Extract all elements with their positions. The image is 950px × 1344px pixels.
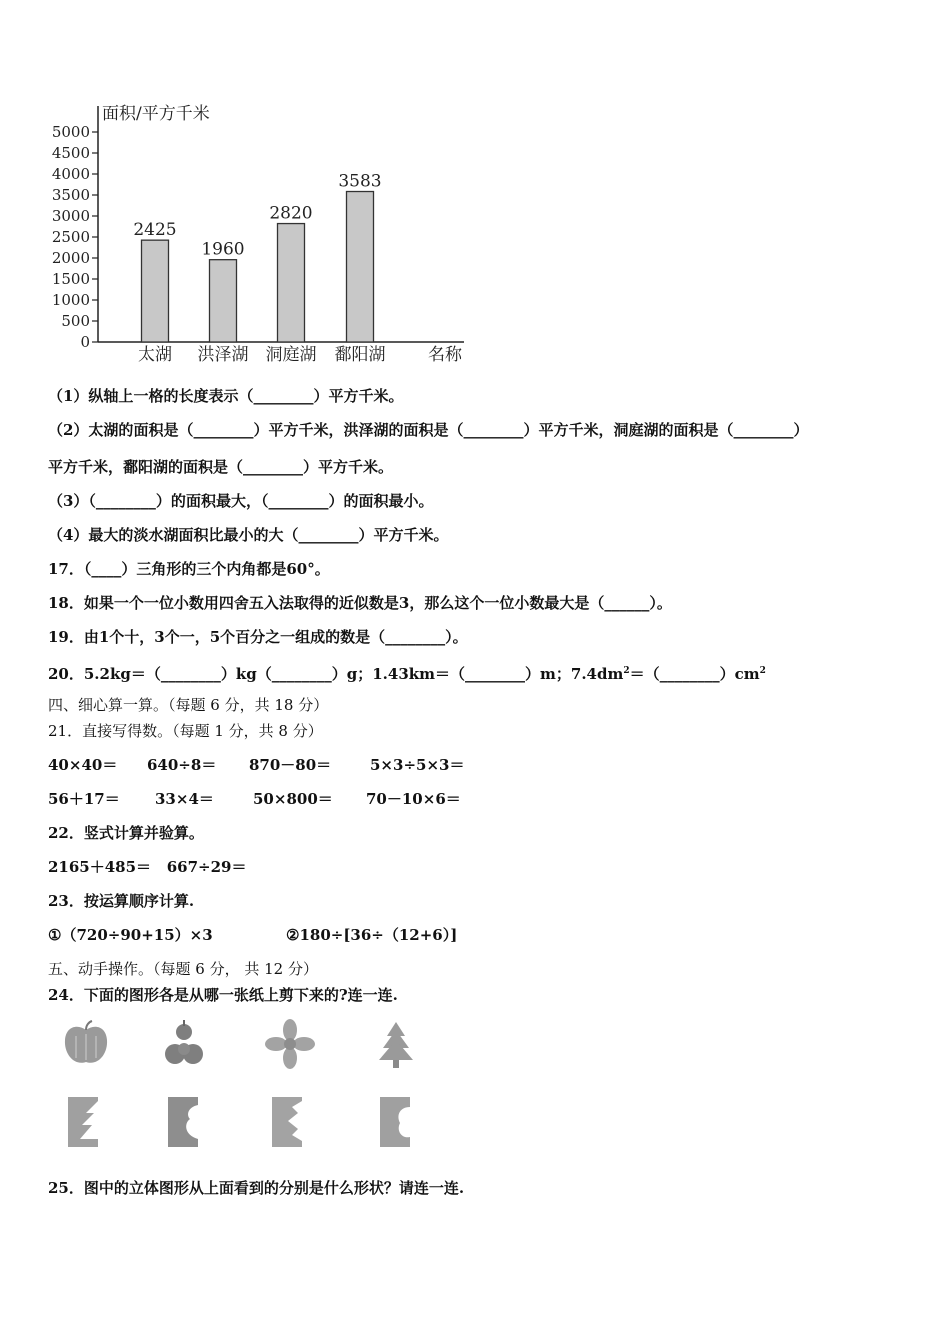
q21-r2-c1: 56＋17＝: [48, 790, 120, 808]
q16-part1: （1）纵轴上一格的长度表示（________）平方千米。: [48, 387, 404, 405]
y-tick-label: 1500: [51, 270, 90, 288]
apple-shape-icon: [58, 1016, 114, 1072]
y-tick-label: 2500: [51, 228, 90, 246]
q16-part2-line2: 平方千米，鄱阳湖的面积是（________）平方千米。: [48, 458, 394, 476]
question-23-b: ②180÷[36÷（12+6）]: [286, 926, 458, 944]
q16-part2-line1: （2）太湖的面积是（________）平方千米，洪泽湖的面积是（________）平方千米，洞庭湖的面积是（________）: [48, 421, 809, 439]
paper-with-tree-cut-icon: [58, 1093, 114, 1149]
paper-with-apple-cut-icon: [368, 1093, 424, 1149]
x-axis-label: 名称: [428, 345, 462, 365]
question-22-title: 22．竖式计算并验算。: [48, 824, 204, 842]
category-label: 洪泽湖: [197, 345, 249, 365]
question-19: 19．由1个十，3个一，5个百分之一组成的数是（________）。: [48, 628, 468, 646]
q20-main: 20．5.2kg＝（________）kg（________）g；1.43km＝（________）m；7.4dm: [48, 665, 624, 683]
q16-part3: （3）（________）的面积最大，（________）的面积最小。: [48, 492, 434, 510]
q21-r2-c3: 50×800＝: [253, 790, 333, 808]
q21-r1-c1: 40×40＝: [48, 756, 118, 774]
y-tick-label: 4000: [51, 165, 90, 183]
section-5-heading: 五、动手操作。（每题 6 分， 共 12 分）: [48, 960, 318, 978]
y-tick-label: 0: [80, 333, 90, 351]
bars: [133, 172, 385, 365]
paper-with-flower-cut-icon: [262, 1093, 318, 1149]
question-18: 18．如果一个一位小数用四舍五入法取得的近似数是3，那么这个一位小数最大是（______）。: [48, 594, 672, 612]
question-23-title: 23．按运算顺序计算.: [48, 892, 195, 910]
q16-part4: （4）最大的淡水湖面积比最小的大（________）平方千米。: [48, 526, 449, 544]
y-ticks: [52, 123, 98, 351]
y-tick-label: 3500: [51, 186, 90, 204]
y-tick-label: 3000: [51, 207, 90, 225]
q21-r1-c3: 870－80＝: [249, 756, 332, 774]
y-tick-label: 2000: [51, 249, 90, 267]
question-21-title: 21．直接写得数。（每题 1 分，共 8 分）: [48, 722, 323, 740]
question-25: 25．图中的立体图形从上面看到的分别是什么形状？请连一连.: [48, 1179, 465, 1197]
bar-value-label: 2820: [269, 203, 313, 224]
q21-r1-c4: 5×3÷5×3＝: [370, 756, 465, 774]
lake-area-bar-chart: [40, 98, 480, 370]
bar-value-label: 3583: [338, 171, 382, 192]
bar-2: [210, 260, 237, 342]
bar-3: [278, 224, 305, 342]
flower-shape-icon: [262, 1016, 318, 1072]
tree-shape-icon: [368, 1016, 424, 1072]
y-tick-label: 1000: [51, 291, 90, 309]
question-24: 24．下面的图形各是从哪一张纸上剪下来的?连一连.: [48, 986, 398, 1004]
category-label: 鄱阳湖: [334, 345, 386, 365]
q20-mid: ＝（________）cm: [629, 665, 760, 683]
q21-r2-c4: 70－10×6＝: [366, 790, 461, 808]
category-label: 太湖: [138, 345, 172, 365]
y-tick-label: 4500: [51, 144, 90, 162]
gourd-shape-icon: [156, 1016, 212, 1072]
q20-sup1: 2: [623, 666, 630, 676]
paper-with-gourd-cut-icon: [156, 1093, 212, 1149]
q20-sup2: 2: [759, 666, 766, 676]
section-4-heading: 四、细心算一算。（每题 6 分，共 18 分）: [48, 696, 329, 714]
bar-value-label: 2425: [133, 220, 177, 241]
bar-4: [347, 192, 374, 342]
question-23-a: ①（720÷90+15）×3: [48, 926, 213, 944]
y-tick-label: 500: [61, 312, 90, 330]
y-tick-label: 5000: [51, 123, 90, 141]
q21-r2-c2: 33×4＝: [155, 790, 214, 808]
bar-value-label: 1960: [201, 239, 245, 260]
question-22-items: 2165＋485＝ 667÷29＝: [48, 858, 247, 876]
category-label: 洞庭湖: [265, 345, 317, 365]
question-20: [48, 661, 766, 684]
y-axis-label: 面积/平方千米: [102, 104, 210, 124]
q21-r1-c2: 640÷8＝: [147, 756, 217, 774]
question-17: 17．（____）三角形的三个内角都是60°。: [48, 560, 330, 578]
bar-1: [142, 240, 169, 342]
